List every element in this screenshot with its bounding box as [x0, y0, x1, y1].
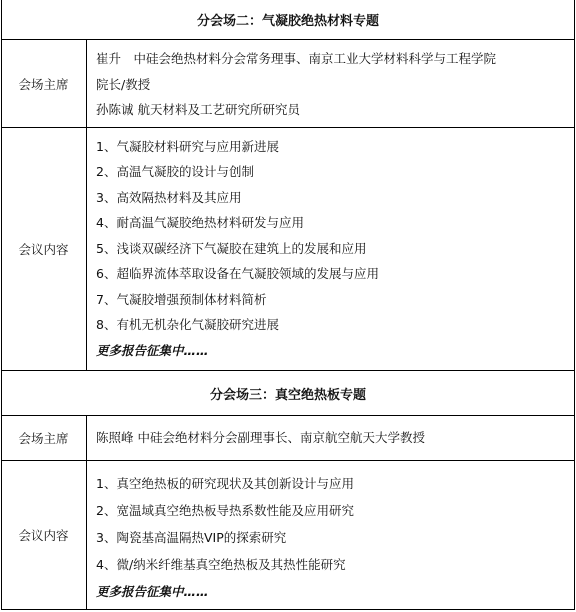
session2-content-label: 会议内容 [18, 242, 69, 257]
column-divider [86, 415, 87, 610]
session2-topic: 4、耐高温气凝胶绝热材料研发与应用 [96, 215, 304, 230]
table-rule [1, 127, 575, 128]
table-rule [574, 0, 575, 610]
table-rule [1, 39, 575, 40]
session2-topic: 8、有机无机杂化气凝胶研究进展 [96, 317, 279, 332]
session2-topic: 6、超临界流体萃取设备在气凝胶领域的发展与应用 [96, 266, 379, 281]
table-rule [1, 609, 575, 610]
session2-topic: 5、浅谈双碳经济下气凝胶在建筑上的发展和应用 [96, 241, 367, 256]
session3-topic: 4、微/纳米纤维基真空绝热板及其热性能研究 [96, 557, 346, 572]
session2-topic: 3、高效隔热材料及其应用 [96, 190, 242, 205]
column-divider [86, 39, 87, 371]
session3-content-label: 会议内容 [18, 528, 69, 543]
session3-topic: 3、陶瓷基高温隔热VIP的探索研究 [96, 530, 287, 545]
session2-title: 分会场二：气凝胶绝热材料专题 [196, 14, 379, 29]
session3-topic: 1、真空绝热板的研究现状及其创新设计与应用 [96, 476, 354, 491]
session2-topic: 1、气凝胶材料研究与应用新进展 [96, 139, 279, 154]
session2-host-line: 孙陈诚 航天材料及工艺研究所研究员 [96, 102, 300, 117]
session3-host-label: 会场主席 [18, 431, 69, 446]
table-rule [1, 460, 575, 461]
session3-more-note: 更多报告征集中…… [96, 584, 209, 599]
session2-topic: 7、气凝胶增强预制体材料简析 [96, 292, 267, 307]
session3-topic: 2、宽温域真空绝热板导热系数性能及应用研究 [96, 503, 354, 518]
session3-host: 陈照峰 中硅会绝材料分会副理事长、南京航空航天大学教授 [96, 430, 425, 445]
table-rule [1, 415, 575, 416]
session2-host-line: 院长/教授 [96, 77, 151, 92]
session2-host-label: 会场主席 [18, 76, 69, 92]
session2-more-note: 更多报告征集中…… [96, 343, 209, 358]
session3-title: 分会场三：真空绝热板专题 [209, 387, 366, 403]
session2-host-line: 崔升 中硅会绝热材料分会常务理事、南京工业大学材料科学与工程学院 [96, 51, 497, 66]
session2-topic: 2、高温气凝胶的设计与创制 [96, 164, 254, 179]
